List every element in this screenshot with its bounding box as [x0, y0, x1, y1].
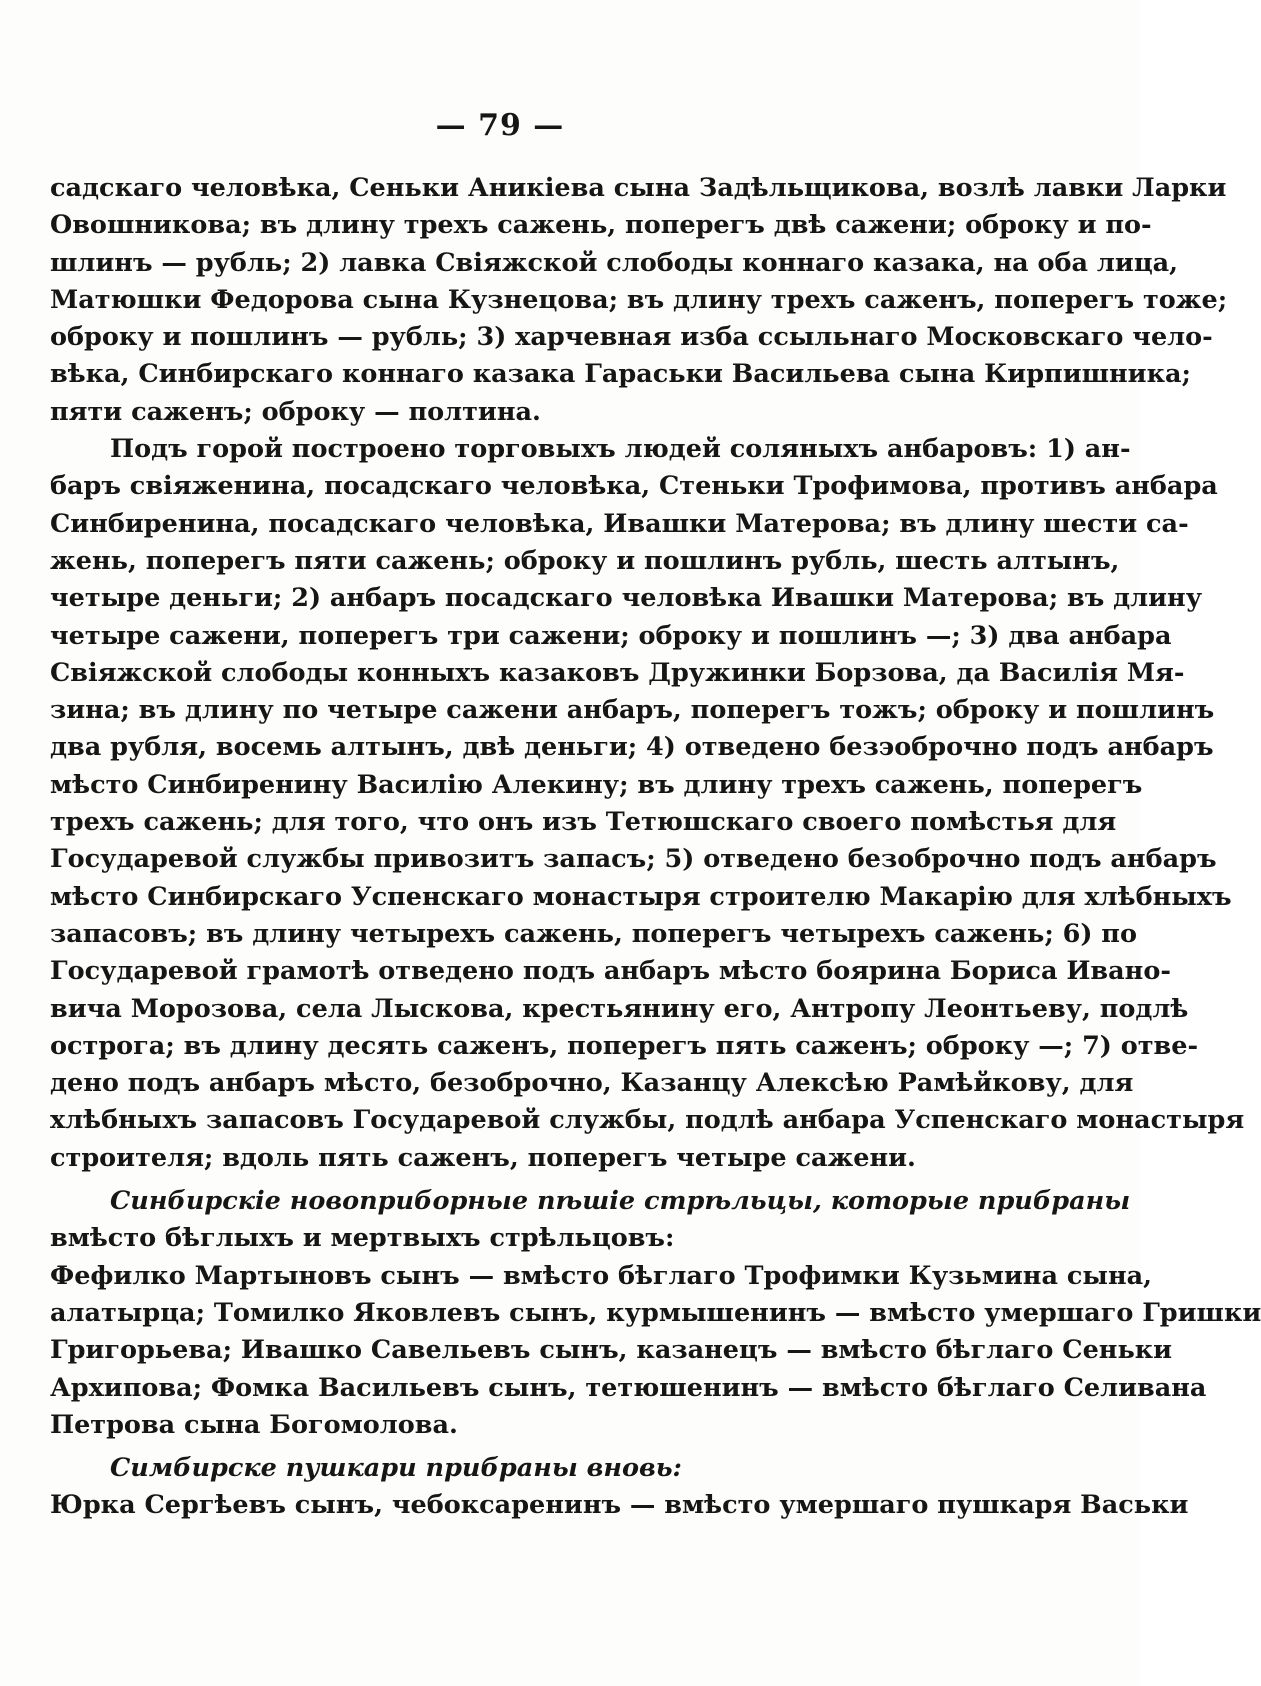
page-number: — 79 —	[435, 108, 565, 143]
text-line: алатырца; Томилко Яковлевъ сынъ, курмышенинъ — вмѣсто умершаго Гришки	[50, 1297, 1261, 1328]
text-line: вича Морозова, села Лыскова, крестьянину его, Антропу Леонтьеву, подлѣ	[50, 993, 1189, 1024]
text-line: острога; въ длину десять саженъ, поперегъ пять саженъ; оброку —; 7) отве-	[50, 1030, 1199, 1061]
section-heading-line: Синбирскіе новоприборные пѣшіе стрѣльцы, которые прибраны	[110, 1186, 1131, 1217]
body-text	[50, 170, 1261, 1525]
text-line: запасовъ; въ длину четырехъ сажень, поперегъ четырехъ сажень; 6) по	[50, 918, 1137, 949]
text-line: вѣка, Синбирскаго коннаго казака Гараськи Васильева сына Кирпишника;	[50, 359, 1191, 390]
section-heading-line: Симбирске пушкари прибраны вновь:	[110, 1453, 682, 1484]
text-line: четыре деньги; 2) анбаръ посадскаго человѣка Ивашки Матерова; въ длину	[50, 583, 1203, 614]
text-line: жень, поперегъ пяти сажень; оброку и пошлинъ рубль, шесть алтынъ,	[50, 545, 1120, 576]
text-line: дено подъ анбаръ мѣсто, безоброчно, Казанцу Алексѣю Рамѣйкову, для	[50, 1068, 1134, 1099]
text-line: Матюшки Федорова сына Кузнецова; въ длину трехъ саженъ, поперегъ тоже;	[50, 284, 1228, 315]
text-line: четыре сажени, поперегъ три сажени; оброку и пошлинъ —; 3) два анбара	[50, 620, 1172, 651]
text-line: зина; въ длину по четыре сажени анбаръ, поперегъ тожъ; оброку и пошлинъ	[50, 695, 1215, 726]
text-line: Григорьева; Ивашко Савельевъ сынъ, казанецъ — вмѣсто бѣглаго Сеньки	[50, 1335, 1173, 1366]
text-line: садскаго человѣка, Сеньки Аникіева сына Задѣльщикова, возлѣ лавки Ларки	[50, 173, 1227, 203]
text-line: Петрова сына Богомолова.	[50, 1409, 458, 1440]
text-line: строителя; вдоль пять саженъ, поперегъ четыре сажени.	[50, 1142, 916, 1173]
text-line: Юрка Сергѣевъ сынъ, чебоксаренинъ — вмѣсто умершаго пушкаря Васьки	[50, 1490, 1189, 1521]
text-line: Государевой грамотѣ отведено подъ анбаръ мѣсто боярина Бориса Ивано-	[50, 956, 1171, 987]
text-line: хлѣбныхъ запасовъ Государевой службы, подлѣ анбара Успенскаго монастыря	[50, 1105, 1245, 1136]
text-line: Подъ горой построено торговыхъ людей соляныхъ анбаровъ: 1) ан-	[110, 434, 1131, 465]
text-line: трехъ сажень; для того, что онъ изъ Тетюшскаго своего помѣстья для	[50, 807, 1117, 838]
text-line: Фефилко Мартыновъ сынъ — вмѣсто бѣглаго Трофимки Кузьмина сына,	[50, 1260, 1153, 1291]
text-line: Свіяжской слободы конныхъ казаковъ Дружинки Борзова, да Василія Мя-	[50, 657, 1185, 688]
text-line: пяти саженъ; оброку — полтина.	[50, 396, 541, 427]
text-line: вмѣсто бѣглыхъ и мертвыхъ стрѣльцовъ:	[50, 1223, 675, 1254]
text-line: мѣсто Синбирскаго Успенскаго монастыря строителю Макарію для хлѣбныхъ	[50, 881, 1232, 912]
text-line: шлинъ — рубль; 2) лавка Свіяжской слободы коннаго казака, на оба лица,	[50, 247, 1179, 278]
text-line: баръ свіяженина, посадскаго человѣка, Стеньки Трофимова, противъ анбара	[50, 471, 1218, 502]
text-line: оброку и пошлинъ — рубль; 3) харчевная изба ссыльнаго Московскаго чело-	[50, 322, 1213, 353]
text-line: Овошникова; въ длину трехъ сажень, поперегъ двѣ сажени; оброку и по-	[50, 210, 1152, 241]
text-line: мѣсто Синбиренину Василію Алекину; въ длину трехъ сажень, поперегъ	[50, 769, 1143, 800]
text-line: два рубля, восемь алтынъ, двѣ деньги; 4) отведено безэоброчно подъ анбаръ	[50, 732, 1214, 763]
text-line: Синбиренина, посадскаго человѣка, Ивашки Матерова; въ длину шести са-	[50, 508, 1189, 539]
text-line: Архипова; Фомка Васильевъ сынъ, тетюшенинъ — вмѣсто бѣглаго Селивана	[50, 1372, 1207, 1403]
text-line: Государевой службы привозитъ запасъ; 5) отведено безоброчно подъ анбаръ	[50, 844, 1217, 875]
